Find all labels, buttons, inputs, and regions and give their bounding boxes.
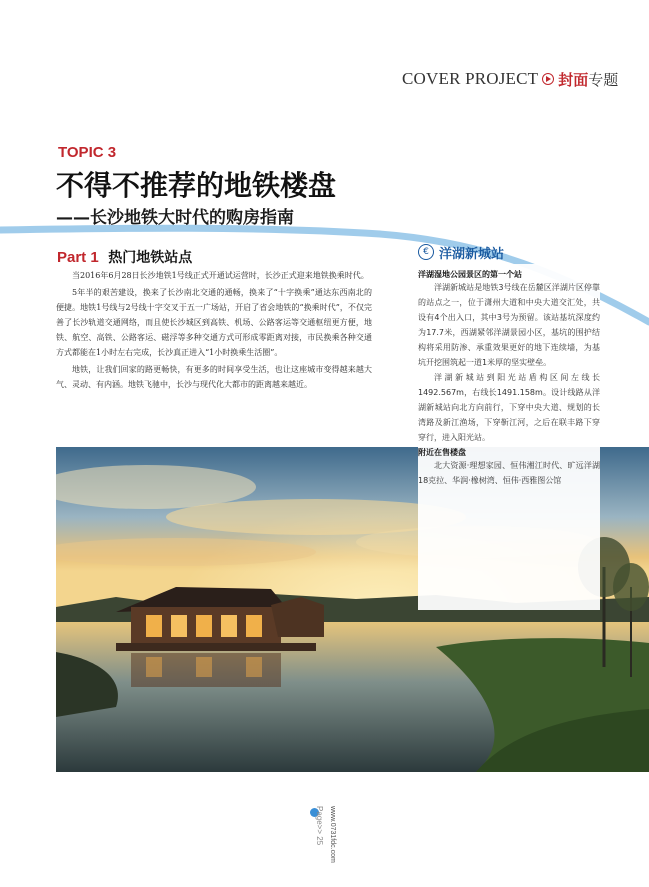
section-header (402, 66, 632, 92)
website-url: www.0731fdc.com (329, 806, 336, 863)
nearby-list (418, 458, 600, 488)
station-description (418, 280, 600, 445)
station-subheading: 洋湖湿地公园景区的第一个站 (418, 270, 522, 279)
nearby-heading: 附近在售楼盘 (418, 448, 466, 457)
play-arrow-icon (542, 73, 554, 85)
header-en: COVER PROJECT (402, 69, 539, 88)
part-heading (57, 247, 192, 267)
part-name: 热门地铁站点 (108, 250, 193, 266)
page-number: Page>> 25 (315, 806, 324, 846)
body-paragraph: 5年半的艰苦建设，换来了长沙南北交通的通畅，换来了“十字换乘”通达东西南北的便捷。地铁1号线与2号线十字交叉于五一广场站，开启了省会地铁的“换乘时代”，不仅完善了长沙轨道交通网络，而且使长沙城区到高铁、机场、公路客运等交通枢纽更方便，地铁、航空、高铁、公路客运、磁浮等多种交通方式可形成零距离对接，市民换乘各种交通方式都能在1小时左右完成，长沙真正进入“1小时换乘生活圈”。 (56, 288, 372, 357)
header-cn-rest: 专题 (588, 70, 619, 89)
euro-icon: € (418, 244, 434, 260)
nearby-paragraph: 北大资源·理想家园、恒伟湘江时代、旷远洋湖18克拉、华润·橡树湾、恒伟·西雅图公馆 (418, 461, 600, 485)
article-subtitle: ——长沙地铁大时代的购房指南 (56, 208, 294, 228)
body-paragraph: 地铁，让我们回家的路更畅快，有更多的时间享受生活，也让这座城市变得越来越大气、灵动、有内涵。地铁飞驰中，长沙与现代化大都市的距离越来越近。 (56, 365, 372, 389)
body-text (56, 268, 372, 394)
page-footer (308, 806, 338, 884)
station-paragraph: 洋湖新城站到阳光站盾构区间左线长1492.567m，右线长1491.158m。设计线路从洋湖新城站向北方向前行，下穿中央大道、规划的长湾路及新江渔场，下穿靳江河，之后在联丰路下穿穿行，进入阳光站。 (418, 373, 600, 442)
station-paragraph: 洋湖新城站是地铁3号线在岳麓区洋湖片区停靠的站点之一，位于潇州大道和中央大道交汇处，共设有4个出入口，其中3号为预留。该站基坑深度约为17.7米，西湖紧邻洋湖景园小区，基坑的围护结构将采用防渗、承重效果更好的地下连续墙，为基坑开挖围筑起一道1米厚的坚实壁垒。 (418, 283, 600, 367)
part-number: Part 1 (57, 249, 99, 266)
sidebar-heading (418, 242, 600, 262)
body-paragraph: 当2016年6月28日长沙地铁1号线正式开通试运营时，长沙正式迎来地铁换乘时代。 (72, 271, 369, 280)
station-title: 洋湖新城站 (439, 246, 505, 262)
article-title: 不得不推荐的地铁楼盘 (56, 169, 337, 202)
station-sidebar (418, 242, 600, 488)
header-cn-accent: 封面 (558, 70, 589, 89)
topic-label: TOPIC 3 (58, 144, 117, 161)
